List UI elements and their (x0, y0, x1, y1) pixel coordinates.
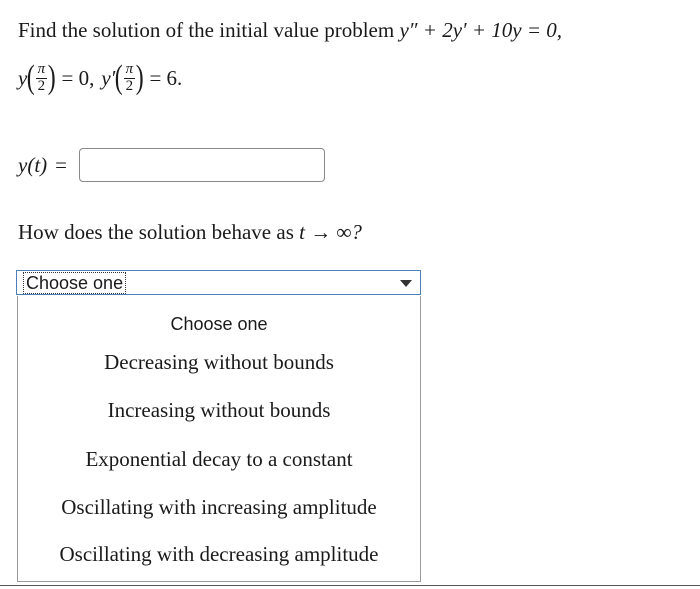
ic1-value: = 0, (61, 65, 95, 90)
ic1-numerator: π (37, 60, 46, 77)
dropdown-arrow-icon[interactable] (400, 280, 412, 287)
left-paren-icon: ( (27, 59, 35, 96)
behavior-select[interactable] (16, 270, 421, 295)
ode-equation: y″ + 2y′ + 10y = 0, (399, 18, 563, 42)
ic1-denominator: 2 (37, 77, 46, 94)
dropdown-list (17, 296, 421, 582)
question-limit: t → ∞? (299, 220, 362, 244)
ic2-function: y′ (101, 65, 116, 90)
option-increasing-without-bounds[interactable]: Increasing without bounds (107, 398, 331, 422)
behavior-question (18, 220, 362, 245)
ic1-function: y (18, 65, 28, 90)
ic2-value: = 6. (149, 65, 183, 90)
right-paren-icon: ) (47, 59, 56, 96)
select-value: Choose one (23, 272, 126, 294)
bottom-divider (0, 585, 700, 586)
answer-input[interactable] (79, 148, 325, 182)
right-paren-icon: ) (135, 59, 144, 96)
ic2-fraction (124, 62, 136, 95)
option-exponential-decay[interactable]: Exponential decay to a constant (85, 447, 353, 471)
ic2-numerator: π (125, 60, 134, 77)
option-oscillating-decreasing[interactable]: Oscillating with decreasing amplitude (59, 542, 379, 566)
option-decreasing-without-bounds[interactable]: Decreasing without bounds (104, 350, 334, 374)
question-text: How does the solution behave as (18, 220, 300, 244)
problem-intro: Find the solution of the initial value problem (18, 18, 400, 42)
problem-statement (18, 18, 562, 43)
option-choose-one[interactable]: Choose one (170, 314, 268, 334)
answer-label: y(t) (18, 152, 48, 177)
option-oscillating-increasing[interactable]: Oscillating with increasing amplitude (61, 495, 377, 519)
answer-row (18, 146, 325, 184)
initial-conditions (18, 56, 182, 100)
ic2-denominator: 2 (125, 77, 134, 94)
left-paren-icon: ( (114, 59, 123, 96)
answer-equals: = (55, 152, 67, 177)
ic1-fraction (36, 62, 48, 95)
